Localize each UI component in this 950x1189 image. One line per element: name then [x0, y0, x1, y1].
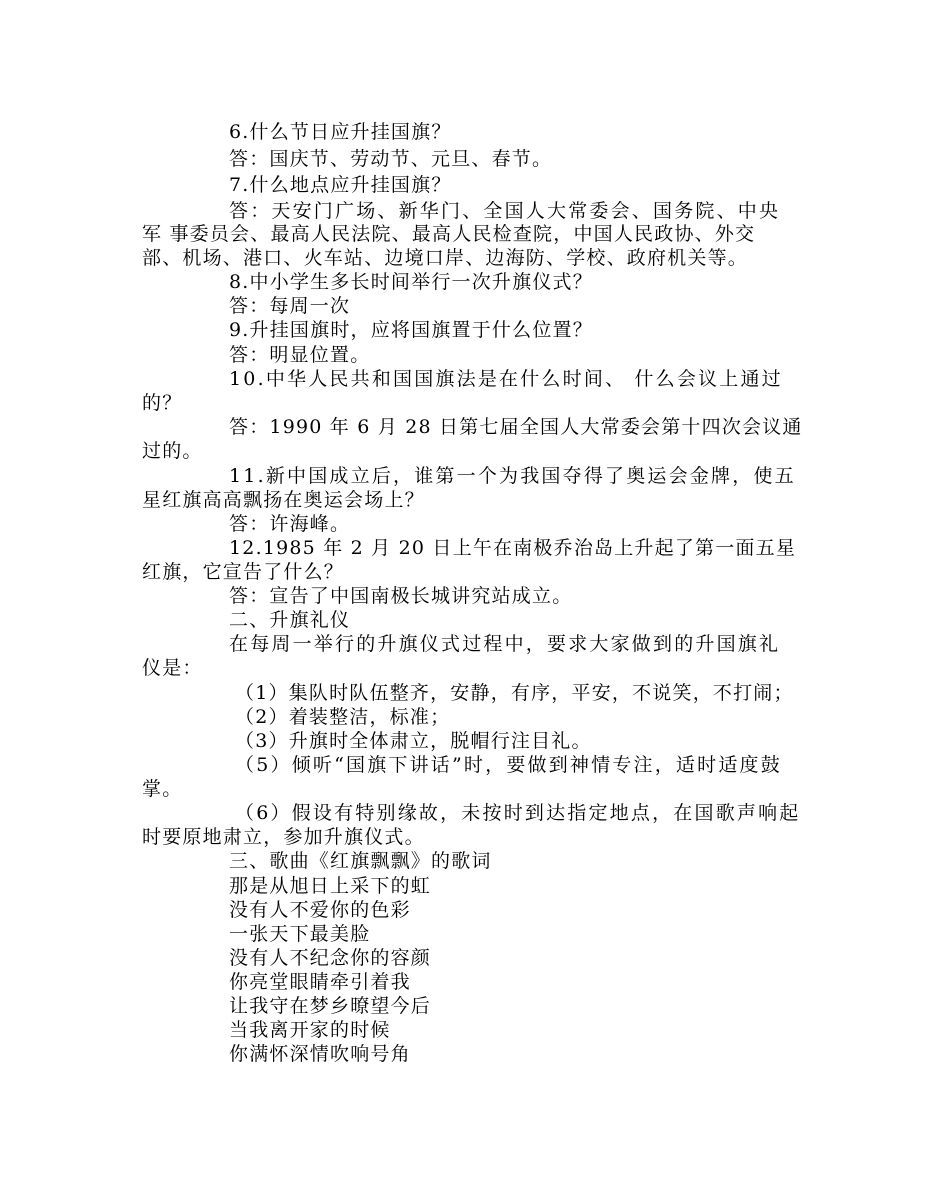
lyric-line-1: 那是从旭日上采下的虹	[229, 875, 432, 897]
question-11-line-2: 星红旗高高飘扬在奥运会场上？	[142, 489, 425, 511]
answer-12: 答：宣告了中国南极长城讲究站成立。	[229, 585, 573, 607]
question-6: 6.什么节日应升挂国旗？	[229, 121, 452, 143]
question-9: 9.升挂国旗时，应将国旗置于什么位置？	[229, 319, 593, 341]
section-heading-flag-etiquette: 二、升旗礼仪	[229, 609, 351, 631]
answer-6: 答：国庆节、劳动节、元旦、春节。	[229, 148, 553, 170]
lyric-line-5: 你亮堂眼睛牵引着我	[229, 971, 411, 993]
lyric-line-4: 没有人不纪念你的容颜	[229, 947, 432, 969]
question-7: 7.什么地点应升挂国旗？	[229, 174, 452, 196]
answer-7-line-2: 军 事委员会、最高人民法院、最高人民检查院，中国人民政协、外交	[142, 223, 756, 245]
answer-10-line-2: 过的。	[142, 440, 203, 462]
answer-9: 答：明显位置。	[229, 344, 371, 366]
answer-7-line-1: 答：天安门广场、新华门、全国人大常委会、国务院、中央	[229, 200, 781, 222]
lyric-line-2: 没有人不爱你的色彩	[229, 899, 411, 921]
question-11-line-1: 11.新中国成立后，谁第一个为我国夺得了奥运会金牌，使五	[229, 465, 796, 487]
answer-10-line-1: 答：1990 年 6 月 28 日第七届全国人大常委会第十四次会议通	[229, 416, 803, 438]
question-10-line-1: 10.中华人民共和国国旗法是在什么时间、 什么会议上通过	[229, 368, 783, 390]
etiquette-item-2: （2）着装整洁，标准；	[235, 706, 451, 728]
lyric-line-7: 当我离开家的时候	[229, 1019, 391, 1041]
section-heading-song-lyrics: 三、歌曲《红旗飘飘》的歌词	[229, 850, 492, 872]
etiquette-item-1: （1）集队时队伍整齐，安静，有序，平安，不说笑，不打闹；	[235, 682, 794, 704]
question-10-line-2: 的？	[142, 392, 183, 414]
answer-7-line-3: 部、机场、港口、火车站、边境口岸、边海防、学校、政府机关等。	[142, 247, 749, 269]
etiquette-item-5-line-1: （5）倾听“国旗下讲话”时，要做到神情专注，适时适度鼓	[235, 754, 782, 776]
answer-8: 答：每周一次	[229, 295, 351, 317]
etiquette-item-6-line-1: （6）假设有特别缘故，未按时到达指定地点，在国歌声响起	[235, 802, 801, 824]
etiquette-item-6-line-2: 时要原地肃立，参加升旗仪式。	[142, 826, 425, 848]
lyric-line-6: 让我守在梦乡暸望今后	[229, 995, 432, 1017]
etiquette-item-3: （3）升旗时全体肃立，脱帽行注目礼。	[235, 730, 592, 752]
lyric-line-8: 你满怀深情吹响号角	[229, 1043, 411, 1065]
etiquette-item-5-line-2: 掌。	[142, 778, 183, 800]
question-12-line-2: 红旗，它宣告了什么？	[142, 561, 345, 583]
question-12-line-1: 12.1985 年 2 月 20 日上午在南极乔治岛上升起了第一面五星	[229, 537, 797, 559]
question-8: 8.中小学生多长时间举行一次升旗仪式？	[229, 271, 593, 293]
etiquette-intro-line-2: 仪是：	[142, 657, 203, 679]
answer-11: 答：许海峰。	[229, 513, 351, 535]
lyric-line-3: 一张天下最美脸	[229, 923, 371, 945]
etiquette-intro-line-1: 在每周一举行的升旗仪式过程中，要求大家做到的升国旗礼	[229, 633, 781, 655]
